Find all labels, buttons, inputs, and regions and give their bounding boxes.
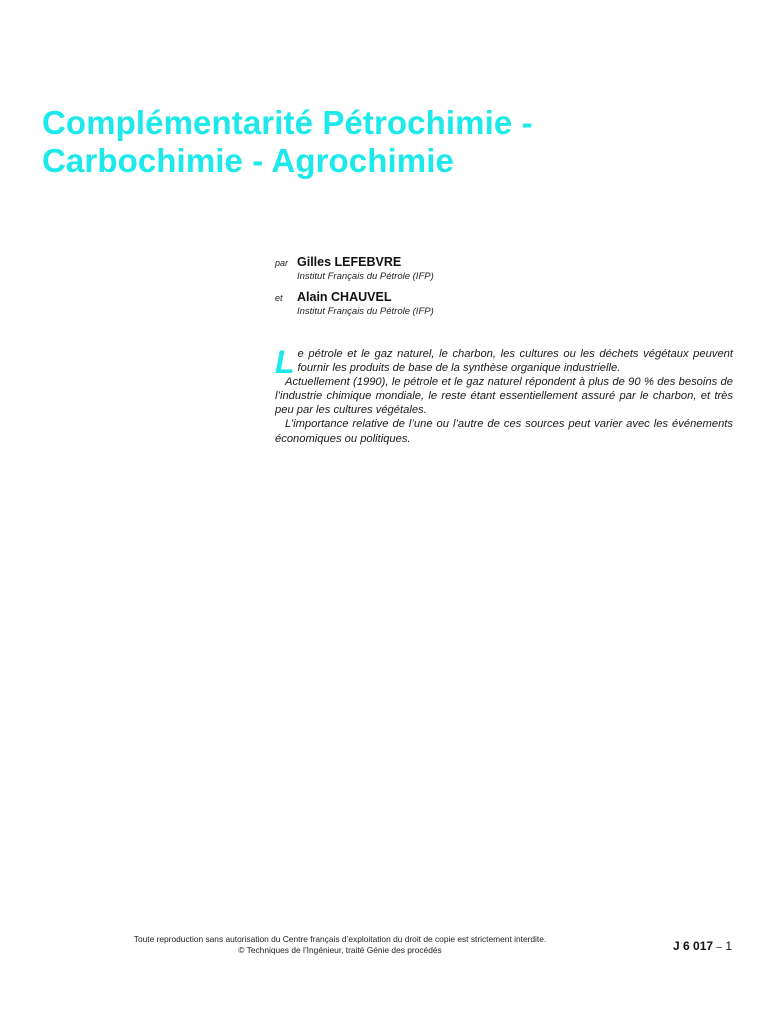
abstract-paragraph-2: Actuellement (1990), le pétrole et le gaz naturel répondent à plus de 90 % des besoins de l’industrie chimique mondiale, le reste étant essentiellement assuré par le charbon, et très peu par les cultures végétales. xyxy=(275,376,733,417)
abstract-paragraph-1-text: e pétrole et le gaz naturel, le charbon, les cultures ou les déchets végétaux peuvent fournir les produits de base de la synthèse organique industrielle. xyxy=(297,348,733,375)
title-line-2: Carbochimie - Agrochimie xyxy=(42,142,454,179)
title-line-1: Complémentarité Pétrochimie - xyxy=(42,104,533,141)
author-name: Gilles LEFEBVRE xyxy=(297,255,402,269)
author-prefix: par xyxy=(275,258,289,268)
author-block xyxy=(275,254,735,324)
abstract xyxy=(275,344,733,446)
copyright-line-1: Toute reproduction sans autorisation du Centre français d’exploitation du droit de copie est strictement interdite. xyxy=(133,934,547,944)
drop-cap: L xyxy=(275,344,295,380)
page-number: 1 xyxy=(725,939,732,953)
copyright-notice xyxy=(100,934,580,955)
author-affiliation: Institut Français du Pétrole (IFP) xyxy=(297,271,434,282)
author-entry xyxy=(275,254,735,283)
document-reference xyxy=(673,939,732,953)
abstract-paragraph-3: L’importance relative de l’une ou l’autre de ces sources peut varier avec les événements économiques ou politiques. xyxy=(275,418,733,445)
reference-separator: – xyxy=(716,942,722,953)
abstract-paragraph-1 xyxy=(275,344,733,380)
author-affiliation: Institut Français du Pétrole (IFP) xyxy=(297,306,434,317)
document-code: J 6 017 xyxy=(673,939,714,953)
author-entry xyxy=(275,289,735,318)
copyright-line-2: © Techniques de l’Ingénieur, traité Génie des procédés xyxy=(238,944,442,955)
document-title xyxy=(42,104,742,180)
author-prefix: et xyxy=(275,293,283,303)
author-name: Alain CHAUVEL xyxy=(297,290,392,304)
